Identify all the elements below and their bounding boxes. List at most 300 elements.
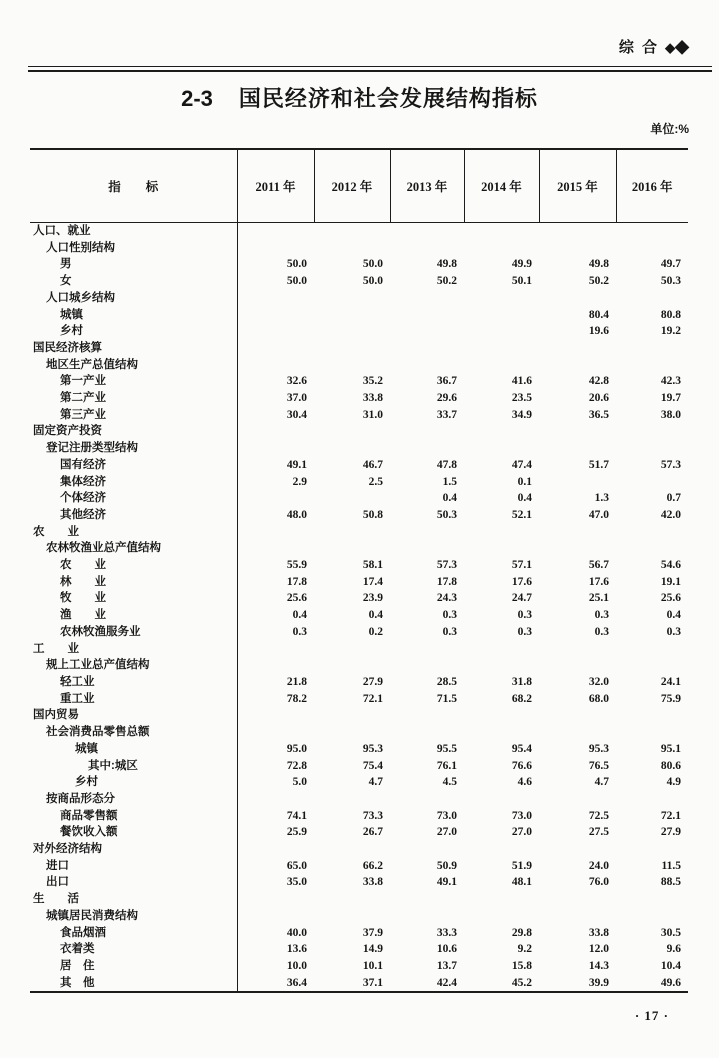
- value-cell: 11.5: [661, 859, 681, 872]
- table-row: [30, 240, 688, 257]
- value-cell: [314, 240, 390, 257]
- value-cell: [616, 340, 688, 357]
- indicator-cell: 人口城乡结构: [30, 290, 237, 307]
- indicator-cell: 地区生产总值结构: [30, 357, 237, 374]
- value-cell: [390, 641, 464, 658]
- value-cell: 48.0: [286, 508, 307, 521]
- value-cell: [390, 891, 464, 908]
- table-row: [30, 891, 688, 908]
- value-cell: [539, 724, 616, 741]
- indicator-cell: 第三产业: [30, 407, 237, 424]
- value-cell: [539, 891, 616, 908]
- value-cell: [539, 841, 616, 858]
- value-cell: [237, 891, 314, 908]
- indicator-cell: 按商品形态分: [30, 791, 237, 808]
- value-cell: 21.8: [286, 675, 307, 688]
- value-cell: [390, 908, 464, 925]
- value-cell: 4.6: [517, 776, 532, 789]
- value-cell: [314, 841, 390, 858]
- value-cell: [314, 707, 390, 724]
- value-cell: 2.5: [368, 475, 383, 488]
- value-cell: [539, 474, 616, 491]
- indicator-cell: 城镇: [30, 307, 237, 324]
- table-row: [30, 941, 688, 958]
- value-cell: [314, 657, 390, 674]
- value-cell: 57.1: [511, 559, 532, 572]
- value-cell: 68.0: [588, 692, 609, 705]
- indicator-cell: 国内贸易: [30, 707, 237, 724]
- table-header: [30, 149, 688, 223]
- value-cell: [464, 223, 539, 240]
- value-cell: [314, 490, 390, 507]
- value-cell: 4.5: [442, 776, 457, 789]
- value-cell: [390, 524, 464, 541]
- value-cell: 0.2: [368, 625, 383, 638]
- value-cell: [390, 540, 464, 557]
- unit-note: 单位:%: [650, 122, 689, 136]
- value-cell: [237, 223, 314, 240]
- indicator-cell: 国民经济核算: [30, 340, 237, 357]
- value-cell: 13.7: [436, 959, 457, 972]
- value-cell: 4.7: [368, 776, 383, 789]
- indicator-cell: 农 业: [30, 557, 237, 574]
- indicator-cell: 人口、就业: [30, 223, 237, 240]
- value-cell: 29.8: [511, 926, 532, 939]
- value-cell: 0.3: [517, 625, 532, 638]
- indicator-cell: 商品零售额: [30, 808, 237, 825]
- value-cell: [616, 540, 688, 557]
- value-cell: [616, 707, 688, 724]
- table-row: [30, 925, 688, 942]
- value-cell: 0.4: [292, 609, 307, 622]
- value-cell: [314, 641, 390, 658]
- value-cell: [390, 340, 464, 357]
- value-cell: 49.8: [588, 258, 609, 271]
- value-cell: 74.1: [286, 809, 307, 822]
- value-cell: [539, 440, 616, 457]
- value-cell: [314, 891, 390, 908]
- value-cell: 0.3: [594, 609, 609, 622]
- value-cell: [314, 791, 390, 808]
- value-cell: 31.8: [511, 675, 532, 688]
- value-cell: [464, 908, 539, 925]
- value-cell: [464, 524, 539, 541]
- indicator-cell: 其中:城区: [30, 758, 237, 775]
- indicator-cell: 林 业: [30, 574, 237, 591]
- value-cell: 48.1: [511, 876, 532, 889]
- value-cell: 37.0: [286, 392, 307, 405]
- indicator-cell: 乡村: [30, 323, 237, 340]
- indicator-cell: 城镇居民消费结构: [30, 908, 237, 925]
- value-cell: 68.2: [511, 692, 532, 705]
- value-cell: [390, 223, 464, 240]
- value-cell: [539, 707, 616, 724]
- table-row: [30, 323, 688, 340]
- value-cell: 30.5: [660, 926, 681, 939]
- table-row: [30, 691, 688, 708]
- value-cell: 95.5: [436, 742, 457, 755]
- value-cell: 19.6: [588, 325, 609, 338]
- value-cell: 15.8: [511, 959, 532, 972]
- value-cell: [616, 440, 688, 457]
- chapter-corner-text: 综 合: [618, 39, 659, 56]
- diamond-icon: ◆: [665, 40, 676, 55]
- value-cell: 19.7: [660, 392, 681, 405]
- value-cell: 50.3: [436, 508, 457, 521]
- value-cell: 95.4: [511, 742, 532, 755]
- indicator-table: [30, 148, 688, 993]
- value-cell: 9.6: [666, 943, 681, 956]
- value-cell: 50.0: [362, 275, 383, 288]
- column-header-year: 2013 年: [390, 149, 464, 223]
- value-cell: 65.0: [286, 859, 307, 872]
- value-cell: 0.4: [442, 492, 457, 505]
- value-cell: 50.9: [436, 859, 457, 872]
- value-cell: 13.6: [286, 943, 307, 956]
- value-cell: 27.9: [660, 826, 681, 839]
- value-cell: 0.4: [368, 609, 383, 622]
- value-cell: 0.3: [517, 609, 532, 622]
- value-cell: 25.9: [286, 826, 307, 839]
- indicator-cell: 居 住: [30, 958, 237, 975]
- value-cell: [616, 290, 688, 307]
- indicator-cell: 其他经济: [30, 507, 237, 524]
- value-cell: 31.0: [362, 408, 383, 421]
- column-header-year: 2016 年: [616, 149, 688, 223]
- table-row: [30, 290, 688, 307]
- value-cell: 50.8: [362, 508, 383, 521]
- value-cell: 19.2: [660, 325, 681, 338]
- table-title-text: 国民经济和社会发展结构指标: [238, 86, 538, 111]
- value-cell: [616, 423, 688, 440]
- table-row: [30, 390, 688, 407]
- table-row: [30, 340, 688, 357]
- value-cell: 56.7: [588, 559, 609, 572]
- value-cell: [237, 707, 314, 724]
- value-cell: 33.8: [588, 926, 609, 939]
- table-row: [30, 557, 688, 574]
- value-cell: [314, 423, 390, 440]
- value-cell: 24.7: [511, 592, 532, 605]
- indicator-cell: 登记注册类型结构: [30, 440, 237, 457]
- value-cell: [314, 223, 390, 240]
- column-header-year: 2015 年: [539, 149, 616, 223]
- value-cell: [237, 323, 314, 340]
- value-cell: 58.1: [362, 559, 383, 572]
- value-cell: [464, 440, 539, 457]
- value-cell: 49.6: [660, 976, 681, 989]
- table-body: [30, 223, 688, 993]
- value-cell: [390, 724, 464, 741]
- value-cell: [237, 423, 314, 440]
- page-number: · 17 ·: [634, 1008, 669, 1023]
- value-cell: [314, 440, 390, 457]
- value-cell: 40.0: [286, 926, 307, 939]
- indicator-cell: 人口性别结构: [30, 240, 237, 257]
- value-cell: [314, 290, 390, 307]
- value-cell: 2.9: [292, 475, 307, 488]
- indicator-cell: 农 业: [30, 524, 237, 541]
- value-cell: 55.9: [286, 559, 307, 572]
- indicator-cell: 衣着类: [30, 941, 237, 958]
- table-row: [30, 908, 688, 925]
- value-cell: 14.3: [588, 959, 609, 972]
- value-cell: 24.1: [660, 675, 681, 688]
- value-cell: 49.1: [286, 458, 307, 471]
- value-cell: [464, 791, 539, 808]
- indicator-cell: 规上工业总产值结构: [30, 657, 237, 674]
- table-row: [30, 273, 688, 290]
- value-cell: [237, 357, 314, 374]
- value-cell: 9.2: [517, 943, 532, 956]
- value-cell: 49.7: [660, 258, 681, 271]
- value-cell: [314, 540, 390, 557]
- table-row: [30, 590, 688, 607]
- value-cell: 17.8: [436, 575, 457, 588]
- value-cell: 39.9: [588, 976, 609, 989]
- value-cell: 26.7: [362, 826, 383, 839]
- indicator-cell: 农林牧渔业总产值结构: [30, 540, 237, 557]
- value-cell: 0.3: [292, 625, 307, 638]
- value-cell: [390, 290, 464, 307]
- value-cell: [616, 891, 688, 908]
- value-cell: 95.1: [660, 742, 681, 755]
- value-cell: 17.8: [286, 575, 307, 588]
- value-cell: 95.3: [362, 742, 383, 755]
- indicator-cell: 其 他: [30, 975, 237, 993]
- value-cell: 50.2: [436, 275, 457, 288]
- value-cell: [464, 240, 539, 257]
- value-cell: 57.3: [660, 458, 681, 471]
- value-cell: 27.0: [436, 826, 457, 839]
- value-cell: [464, 357, 539, 374]
- value-cell: 36.7: [436, 375, 457, 388]
- value-cell: 51.7: [588, 458, 609, 471]
- indicator-cell: 食品烟酒: [30, 925, 237, 942]
- value-cell: [616, 240, 688, 257]
- table-row: [30, 307, 688, 324]
- value-cell: 72.1: [660, 809, 681, 822]
- value-cell: 50.0: [286, 258, 307, 271]
- indicator-cell: 国有经济: [30, 457, 237, 474]
- value-cell: 29.6: [436, 392, 457, 405]
- value-cell: [237, 307, 314, 324]
- value-cell: [464, 423, 539, 440]
- value-cell: [237, 240, 314, 257]
- value-cell: 33.8: [362, 876, 383, 889]
- value-cell: 78.2: [286, 692, 307, 705]
- value-cell: 10.4: [660, 959, 681, 972]
- value-cell: [464, 307, 539, 324]
- value-cell: 14.9: [362, 943, 383, 956]
- table-row: [30, 474, 688, 491]
- table-row: [30, 407, 688, 424]
- value-cell: 73.3: [362, 809, 383, 822]
- value-cell: [616, 223, 688, 240]
- value-cell: [237, 657, 314, 674]
- value-cell: [539, 641, 616, 658]
- value-cell: [390, 423, 464, 440]
- value-cell: 95.0: [286, 742, 307, 755]
- page-title: [0, 82, 719, 113]
- value-cell: 0.4: [666, 609, 681, 622]
- value-cell: 12.0: [588, 943, 609, 956]
- value-cell: 72.1: [362, 692, 383, 705]
- value-cell: [464, 290, 539, 307]
- table-number: 2-3: [181, 86, 213, 111]
- value-cell: 33.3: [436, 926, 457, 939]
- value-cell: 42.8: [588, 375, 609, 388]
- value-cell: 24.0: [588, 859, 609, 872]
- indicator-cell: 个体经济: [30, 490, 237, 507]
- value-cell: 76.6: [511, 759, 532, 772]
- value-cell: 80.4: [588, 308, 609, 321]
- value-cell: 75.4: [362, 759, 383, 772]
- table-row: [30, 574, 688, 591]
- value-cell: 30.4: [286, 408, 307, 421]
- value-cell: 27.9: [362, 675, 383, 688]
- indicator-cell: 重工业: [30, 691, 237, 708]
- value-cell: 73.0: [511, 809, 532, 822]
- column-header-year: 2014 年: [464, 149, 539, 223]
- value-cell: 32.6: [286, 375, 307, 388]
- indicator-cell: 渔 业: [30, 607, 237, 624]
- value-cell: 17.6: [511, 575, 532, 588]
- value-cell: 49.8: [436, 258, 457, 271]
- table-row: [30, 674, 688, 691]
- table-row: [30, 707, 688, 724]
- table-row: [30, 490, 688, 507]
- indicator-cell: 工 业: [30, 641, 237, 658]
- value-cell: [539, 423, 616, 440]
- value-cell: [616, 724, 688, 741]
- value-cell: 42.0: [660, 508, 681, 521]
- value-cell: [539, 908, 616, 925]
- table-row: [30, 524, 688, 541]
- value-cell: 37.9: [362, 926, 383, 939]
- value-cell: [616, 524, 688, 541]
- value-cell: [314, 524, 390, 541]
- indicator-cell: 城镇: [30, 741, 237, 758]
- value-cell: 5.0: [292, 776, 307, 789]
- value-cell: [464, 540, 539, 557]
- value-cell: [464, 641, 539, 658]
- value-cell: 10.1: [362, 959, 383, 972]
- value-cell: 0.3: [442, 609, 457, 622]
- table-row: [30, 824, 688, 841]
- value-cell: 10.6: [436, 943, 457, 956]
- value-cell: 49.1: [436, 876, 457, 889]
- table-row: [30, 256, 688, 273]
- value-cell: [314, 908, 390, 925]
- value-cell: [237, 724, 314, 741]
- value-cell: [616, 357, 688, 374]
- value-cell: [539, 657, 616, 674]
- value-cell: [390, 307, 464, 324]
- value-cell: 51.9: [511, 859, 532, 872]
- value-cell: [539, 791, 616, 808]
- table-row: [30, 423, 688, 440]
- value-cell: 25.6: [660, 592, 681, 605]
- value-cell: 42.4: [436, 976, 457, 989]
- value-cell: 1.5: [442, 475, 457, 488]
- value-cell: 54.6: [660, 559, 681, 572]
- value-cell: 23.9: [362, 592, 383, 605]
- value-cell: 0.3: [666, 625, 681, 638]
- table-row: [30, 657, 688, 674]
- value-cell: 41.6: [511, 375, 532, 388]
- table-row: [30, 774, 688, 791]
- indicator-cell: 男: [30, 256, 237, 273]
- value-cell: 0.7: [666, 492, 681, 505]
- value-cell: [237, 490, 314, 507]
- column-header-indicator: 指 标: [30, 149, 237, 223]
- value-cell: [390, 240, 464, 257]
- value-cell: [616, 908, 688, 925]
- value-cell: 73.0: [436, 809, 457, 822]
- value-cell: [390, 357, 464, 374]
- indicator-cell: 轻工业: [30, 674, 237, 691]
- value-cell: [237, 791, 314, 808]
- value-cell: [237, 290, 314, 307]
- indicator-cell: 社会消费品零售总额: [30, 724, 237, 741]
- value-cell: [616, 841, 688, 858]
- value-cell: [464, 323, 539, 340]
- value-cell: 57.3: [436, 559, 457, 572]
- indicator-cell: 农林牧渔服务业: [30, 624, 237, 641]
- value-cell: 4.9: [666, 776, 681, 789]
- value-cell: 76.1: [436, 759, 457, 772]
- value-cell: 25.6: [286, 592, 307, 605]
- indicator-cell: 集体经济: [30, 474, 237, 491]
- value-cell: [237, 524, 314, 541]
- value-cell: 42.3: [660, 375, 681, 388]
- value-cell: 1.3: [594, 492, 609, 505]
- value-cell: [237, 841, 314, 858]
- value-cell: 33.8: [362, 392, 383, 405]
- value-cell: 0.1: [517, 475, 532, 488]
- value-cell: 34.9: [511, 408, 532, 421]
- value-cell: 71.5: [436, 692, 457, 705]
- value-cell: 47.4: [511, 458, 532, 471]
- table-row: [30, 874, 688, 891]
- value-cell: [616, 641, 688, 658]
- value-cell: 4.7: [594, 776, 609, 789]
- value-cell: 35.2: [362, 375, 383, 388]
- table-row: [30, 724, 688, 741]
- value-cell: [390, 657, 464, 674]
- value-cell: [464, 707, 539, 724]
- value-cell: 0.3: [594, 625, 609, 638]
- value-cell: [539, 540, 616, 557]
- value-cell: 33.7: [436, 408, 457, 421]
- value-cell: 80.8: [660, 308, 681, 321]
- value-cell: 28.5: [436, 675, 457, 688]
- indicator-cell: 对外经济结构: [30, 841, 237, 858]
- value-cell: [464, 841, 539, 858]
- value-cell: 35.0: [286, 876, 307, 889]
- value-cell: 72.8: [286, 759, 307, 772]
- value-cell: 19.1: [660, 575, 681, 588]
- value-cell: 72.5: [588, 809, 609, 822]
- value-cell: [390, 323, 464, 340]
- table-row: [30, 607, 688, 624]
- table-row: [30, 741, 688, 758]
- value-cell: [390, 791, 464, 808]
- value-cell: [616, 474, 688, 491]
- value-cell: 25.1: [588, 592, 609, 605]
- value-cell: 27.0: [511, 826, 532, 839]
